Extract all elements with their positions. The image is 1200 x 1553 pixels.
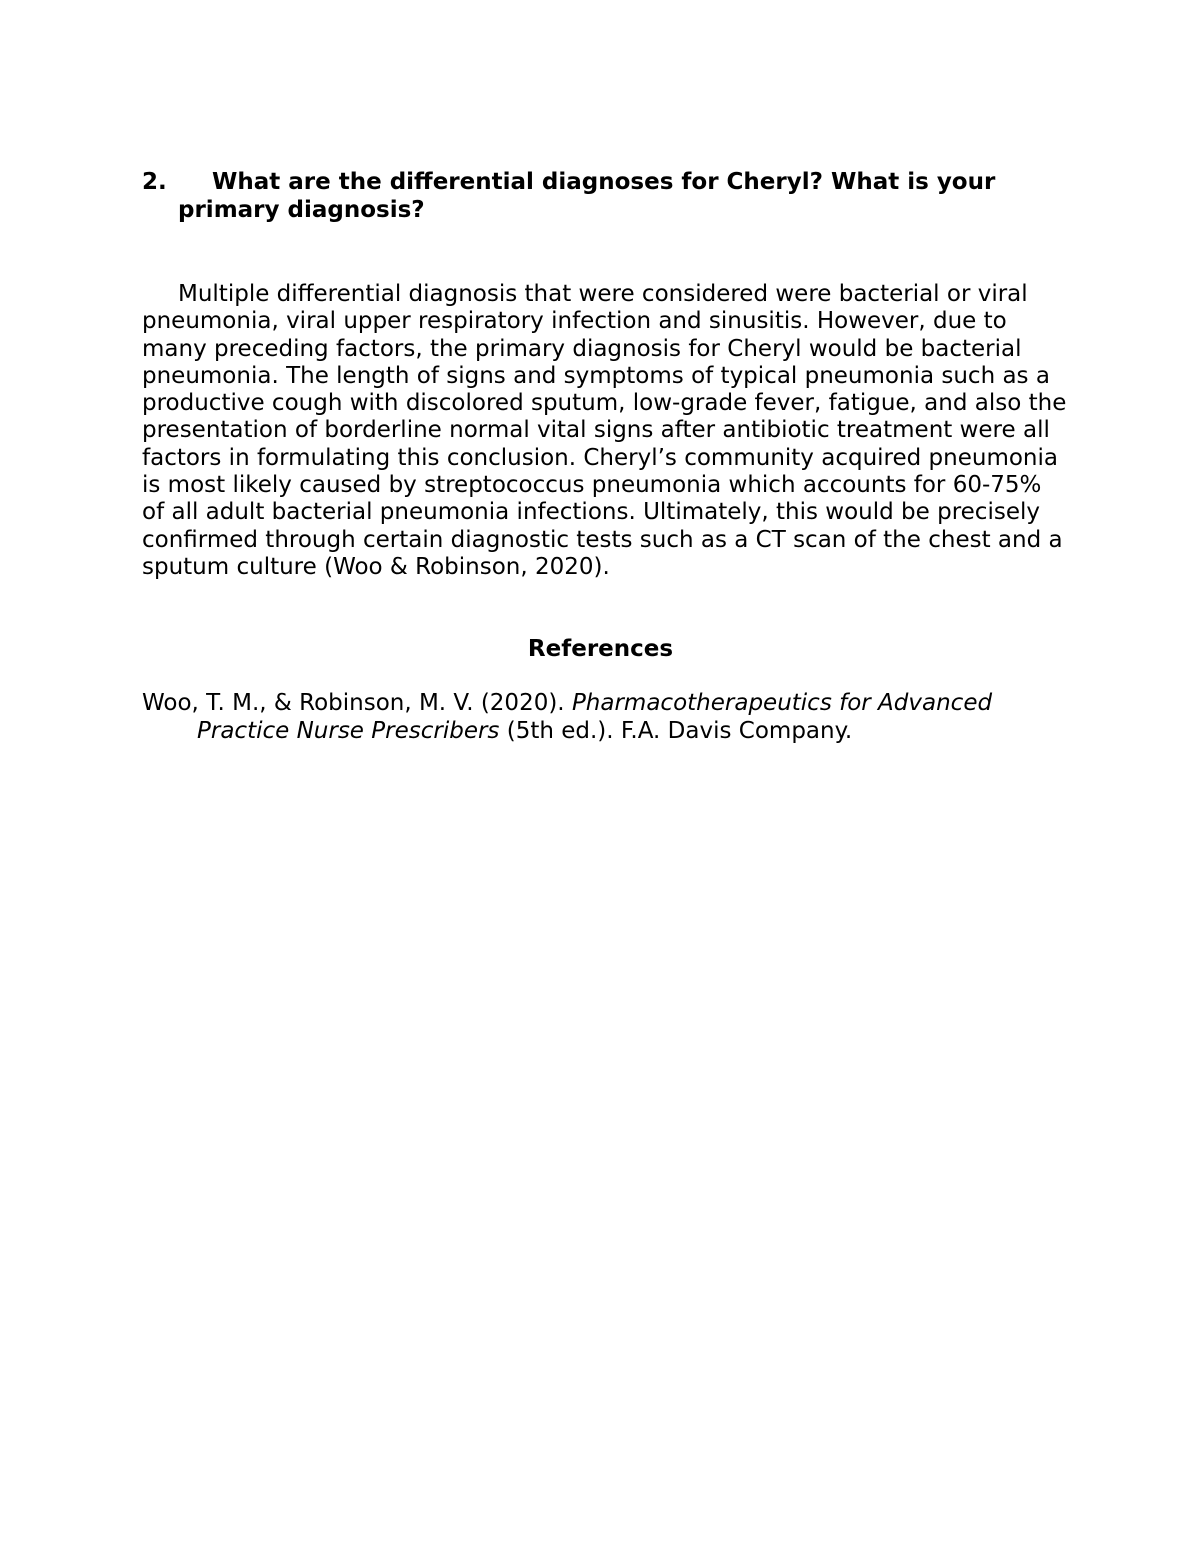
reference-entry bbox=[142, 690, 1042, 745]
references-heading: References bbox=[527, 636, 674, 662]
question-text-line1: What are the differential diagnoses for Cheryl? What is your bbox=[212, 169, 996, 195]
question-number: 2. bbox=[142, 169, 167, 195]
reference-authors: Woo, T. M., & Robinson, M. V. (2020). bbox=[142, 690, 572, 716]
question-text-line2: primary diagnosis? bbox=[178, 197, 425, 223]
reference-title-part2: Practice Nurse Prescribers bbox=[197, 717, 500, 744]
reference-publisher: (5th ed.). F.A. Davis Company. bbox=[499, 717, 853, 744]
reference-continuation bbox=[142, 718, 1042, 746]
reference-title-part1: Pharmacotherapeutics for Advanced bbox=[571, 690, 993, 716]
question-heading bbox=[142, 168, 1062, 224]
answer-paragraph: Multiple differential diagnosis that were considered were bacterial or viral pneumonia, viral upper respiratory infection and sinusitis. However, due to many preceding factors, the primary diagnosis for Cheryl would be bacterial pneumonia. The length of signs and symptoms of typical pneumonia such as a productive cough with discolored sputum, low-grade fever, fatigue, and also the presentation of borderline normal vital signs after antibiotic treatment were all factors in formulating this conclusion. Cheryl’s community acquired pneumonia is most likely caused by streptococcus pneumonia which accounts for 60-75% of all adult bacterial pneumonia infections. Ultimately, this would be precisely confirmed through certain diagnostic tests such as a CT scan of the chest and a sputum culture (Woo & Robinson, 2020). bbox=[142, 281, 1067, 580]
